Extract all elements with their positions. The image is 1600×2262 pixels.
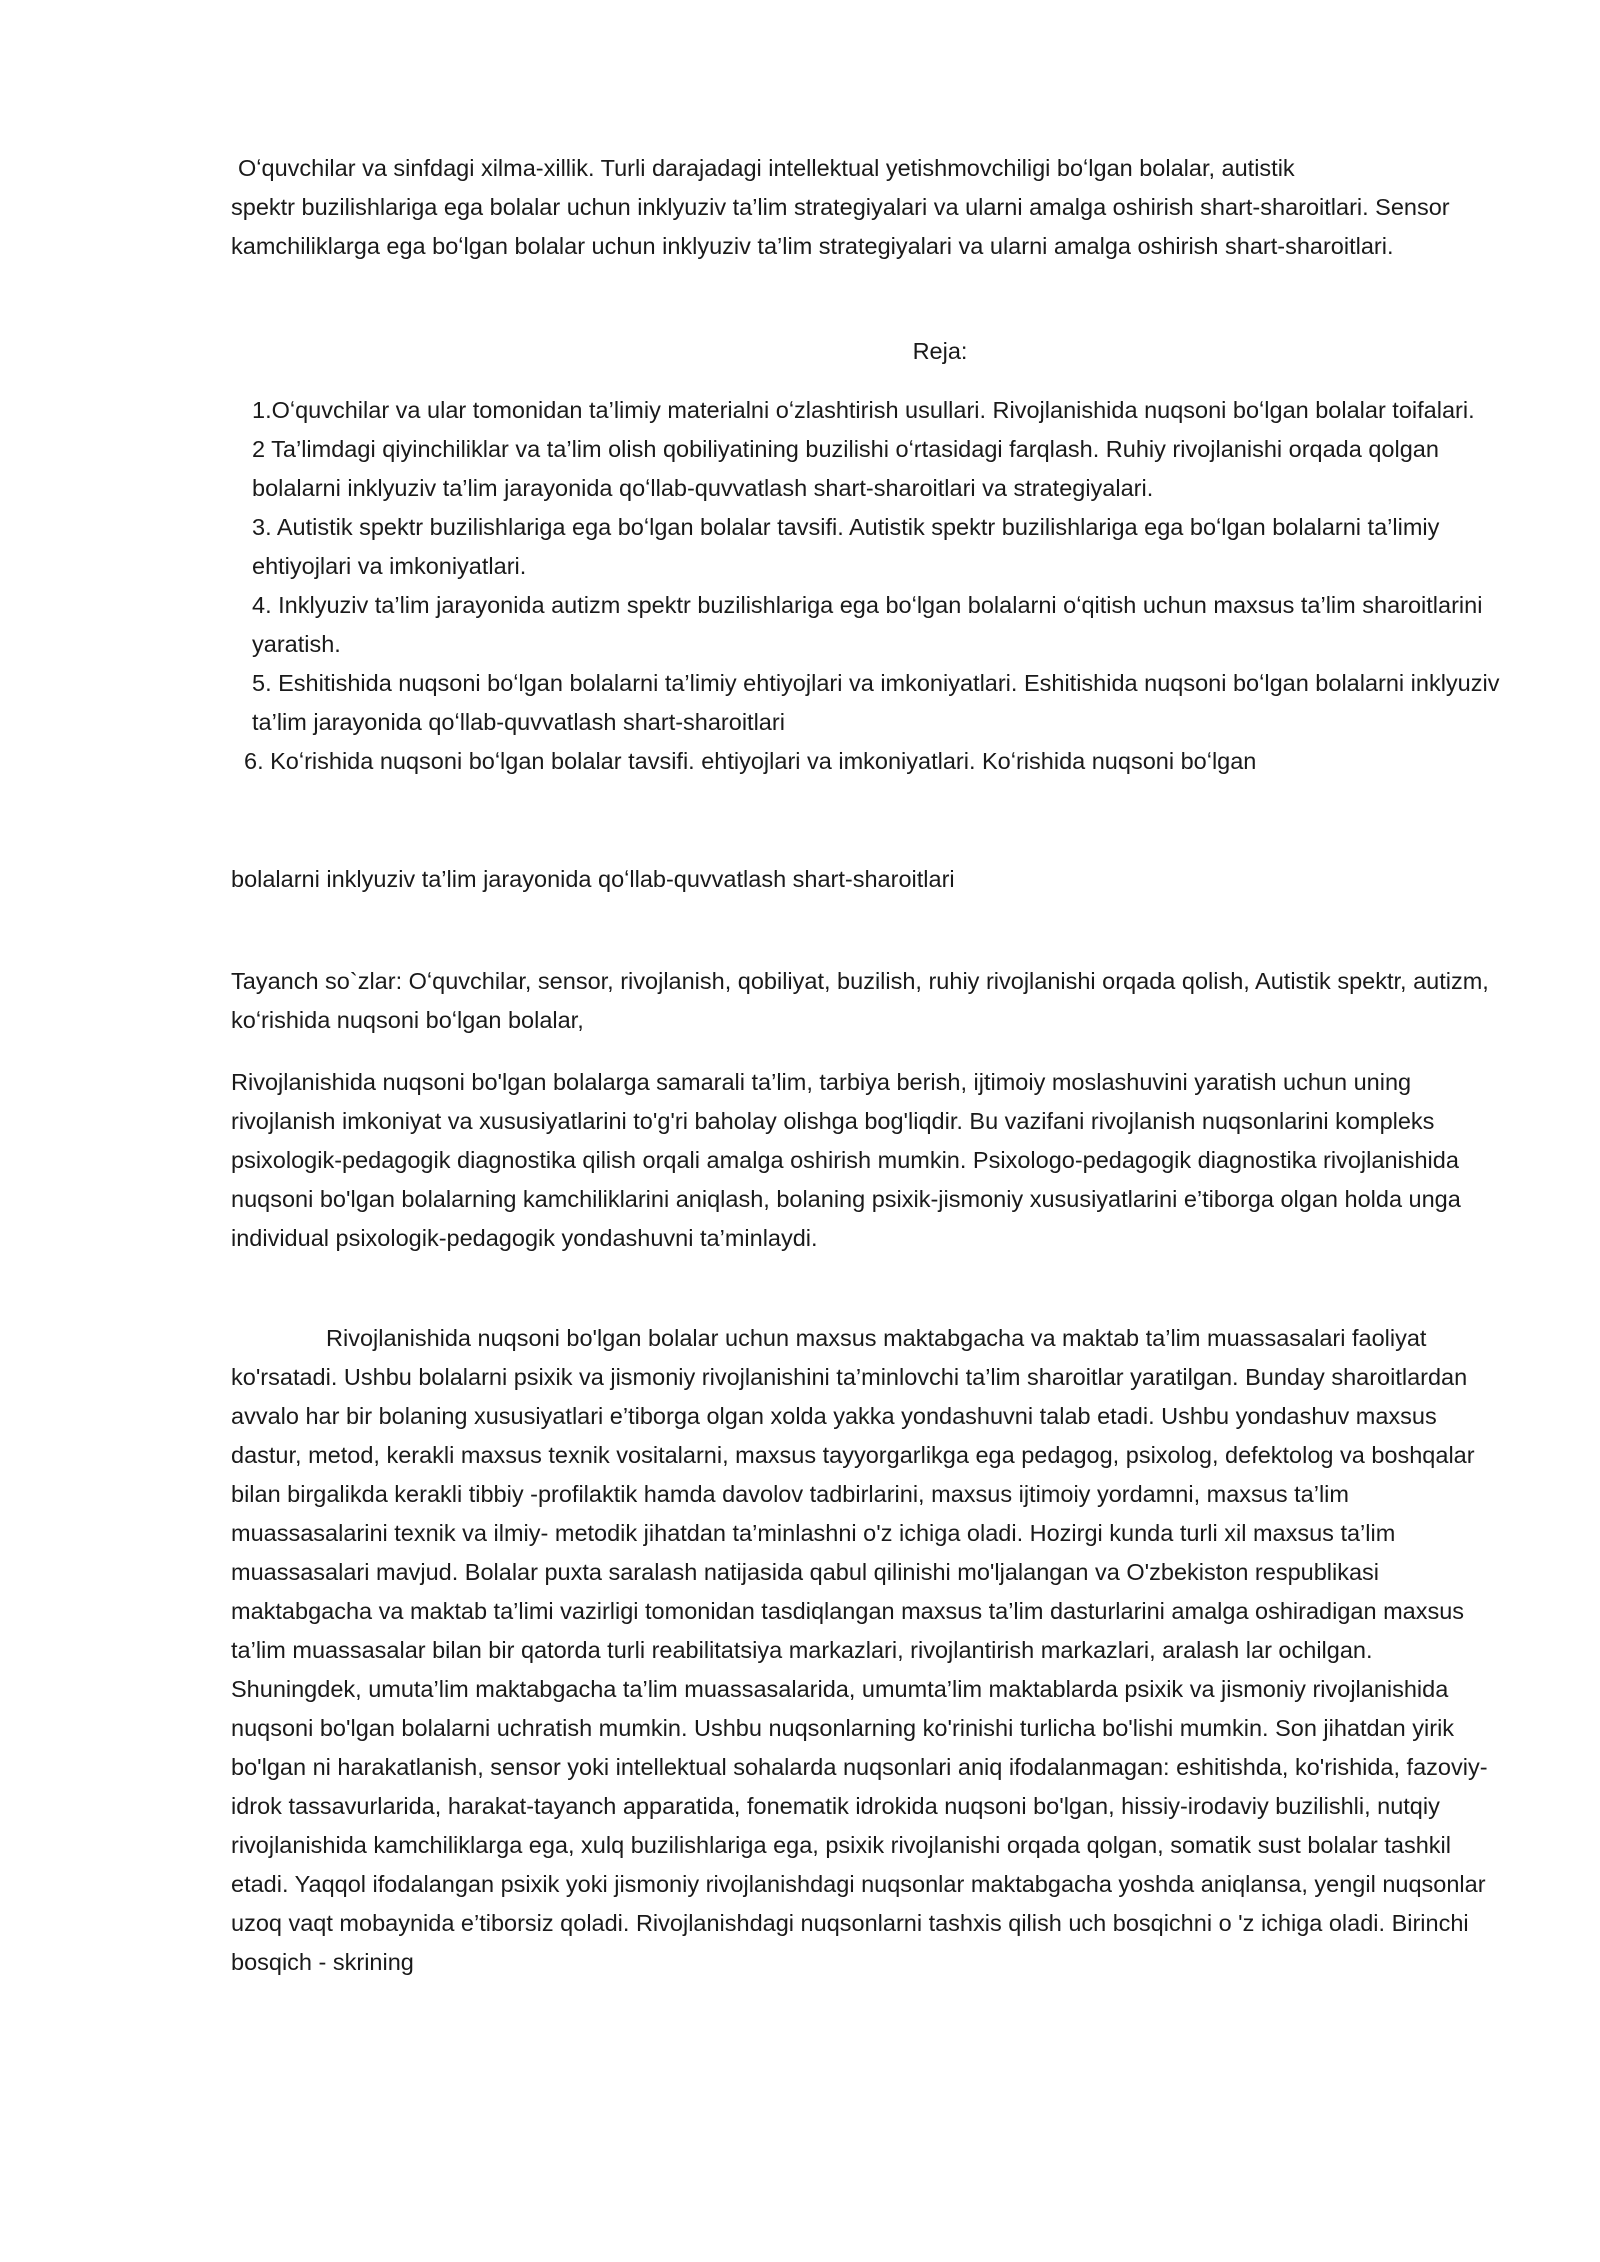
plan-item-last-line1: 6. Koʻrishida nuqsoni boʻlgan bolalar tavsifi. ehtiyojlari va imkoniyatlari. Koʻrishida nuqsoni boʻlgan [244, 748, 1257, 774]
plan-item-text: 3. Autistik spektr buzilishlariga ega boʻlgan bolalar tavsifi. Autistik spektr buzilishlariga ega boʻlgan bolalarni ta’limiy ehtiyojlari va imkoniyatlari. [252, 514, 1440, 579]
keywords: Tayanch so`zlar: Oʻquvchilar, sensor, rivojlanish, qobiliyat, buzilish, ruhiy rivojlanishi orqada qolish, Autistik spektr, autizm, koʻrishida nuqsoni boʻlgan bolalar, [231, 968, 1489, 1033]
body-paragraph-2-text: Rivojlanishida nuqsoni bo'lgan bolalar uchun maxsus maktabgacha va maktab ta’lim muassasalari faoliyat ko'rsatadi. Ushbu bolalarni psixik va jismoniy rivojlanishini ta’minlovchi ta’lim sharoitlar yaratilgan. Bunday sharoitlardan avvalo har bir bolaning xususiyatlari e’tiborga olgan xolda yakka yondashuvni talab etadi. Ushbu yondashuv maxsus dastur, metod, kerakli maxsus texnik vositalarni, maxsus tayyorgarlikga ega pedagog, psixolog, defektolog va boshqalar bilan birgalikda kerakli tibbiy -profilaktik hamda davolov tadbirlarini, maxsus ijtimoiy yordamni, maxsus ta’lim muassasalarini texnik va ilmiy- metodik jihatdan ta’minlashni o'z ichiga oladi. Hozirgi kunda turli xil maxsus ta’lim muassasalari mavjud. Bolalar puxta saralash natijasida qabul qilinishi mo'ljalangan va O'zbekiston respublikasi maktabgacha va maktab ta’limi vazirligi tomonidan tasdiqlangan maxsus ta’lim dasturlarini amalga oshiradigan maxsus ta’lim muassasalar bilan bir qatorda turli reabilitatsiya markazlari, rivojlantirish markazlari, aralash lar ochilgan. Shuningdek, umuta’lim maktabgacha ta’lim muassasalarida, umumta’lim maktablarda psixik va jismoniy rivojlanishida nuqsoni bo'lgan bolalarni uchratish mumkin. Ushbu nuqsonlarning ko'rinishi turlicha bo'lishi mumkin. Son jihatdan yirik bo'lgan ni harakatlanish, sensor yoki intellektual sohalarda nuqsonlari aniq ifodalanmagan: eshitishda, ko'rishida, fazoviy-idrok tassavurlarida, harakat-tayanch apparatida, fonematik idrokida nuqsoni bo'lgan, hissiy-irodaviy buzilishli, nutqiy rivojlanishida kamchiliklarga ega, xulq buzilishlariga ega, psixik rivojlanishi orqada qolgan, somatik sust bolalar tashkil etadi. Yaqqol ifodalangan psixik yoki jismoniy rivojlanishdagi nuqsonlar maktabgacha yoshda aniqlansa, yengil nuqsonlar uzoq vaqt mobaynida e’tiborsiz qoladi. Rivojlanishdagi nuqsonlarni tashxis qilish uch bosqichni o 'z ichiga oladi. Birinchi bosqich - skrining [231, 1325, 1488, 1975]
plan-item-text: 5. Eshitishida nuqsoni boʻlgan bolalarni ta’limiy ehtiyojlari va imkoniyatlari. Eshitishida nuqsoni boʻlgan bolalarni inklyuziv ta’lim jarayonida qoʻllab-quvvatlash shart-sharoitlari [252, 670, 1500, 735]
body-paragraph-1-text: Rivojlanishida nuqsoni bo'lgan bolalarga samarali ta’lim, tarbiya berish, ijtimoiy moslashuvini yaratish uchun uning rivojlanish imkoniyat va xususiyatlarini to'g'ri baholay olishga bog'liqdir. Bu vazifani rivojlanish nuqsonlarini kompleks psixologik-pedagogik diagnostika qilish orqali amalga oshirish mumkin. Psixologo-pedagogik diagnostika rivojlanishida nuqsoni bo'lgan bolalarning kamchiliklarini aniqlash, bolaning psixik-jismoniy xususiyatlarini e’tiborga olgan holda unga individual psixologik-pedagogik yondashuvni ta’minlaydi. [231, 1069, 1461, 1251]
plan-list [231, 391, 1501, 781]
intro-first-line: Oʻquvchilar va sinfdagi xilma-xillik. Turli darajadagi intellektual yetishmovchiligi boʻlgan bolalar, autistik [238, 155, 1295, 181]
plan-title: Reja: [912, 338, 968, 364]
plan-item-last-line2: bolalarni inklyuziv ta’lim jarayonida qoʻllab-quvvatlash shart-sharoitlari [231, 866, 955, 892]
plan-item-text: 2 Ta’limdagi qiyinchiliklar va ta’lim olish qobiliyatining buzilishi oʻrtasidagi farqlash. Ruhiy rivojlanishi orqada qolgan bolalarni inklyuziv ta’lim jarayonida qoʻllab-quvvatlash shart-sharoitlari va strategiyalari. [252, 436, 1439, 501]
body-paragraph-1 [231, 1063, 1501, 1258]
plan-item [231, 391, 1501, 430]
plan-item-last [231, 742, 1501, 781]
intro-paragraph [231, 149, 1501, 266]
plan-item [231, 430, 1501, 508]
body-paragraph-2 [231, 1319, 1501, 1982]
plan-item-text: 4. Inklyuziv ta’lim jarayonida autizm spektr buzilishlariga ega boʻlgan bolalarni oʻqitish uchun maxsus ta’lim sharoitlarini yaratish. [252, 592, 1483, 657]
plan-item [231, 664, 1501, 742]
plan-item [231, 508, 1501, 586]
intro-rest: spektr buzilishlariga ega bolalar uchun inklyuziv ta’lim strategiyalari va ularni amalga oshirish shart-sharoitlari. Sensor kamchiliklarga ega boʻlgan bolalar uchun inklyuziv ta’lim strategiyalari va ularni amalga oshirish shart-sharoitlari. [231, 194, 1450, 259]
plan-item-text: 1.Oʻquvchilar va ular tomonidan ta’limiy materialni oʻzlashtirish usullari. Rivojlanishida nuqsoni boʻlgan bolalar toifalari. [252, 397, 1475, 423]
plan-item [231, 586, 1501, 664]
